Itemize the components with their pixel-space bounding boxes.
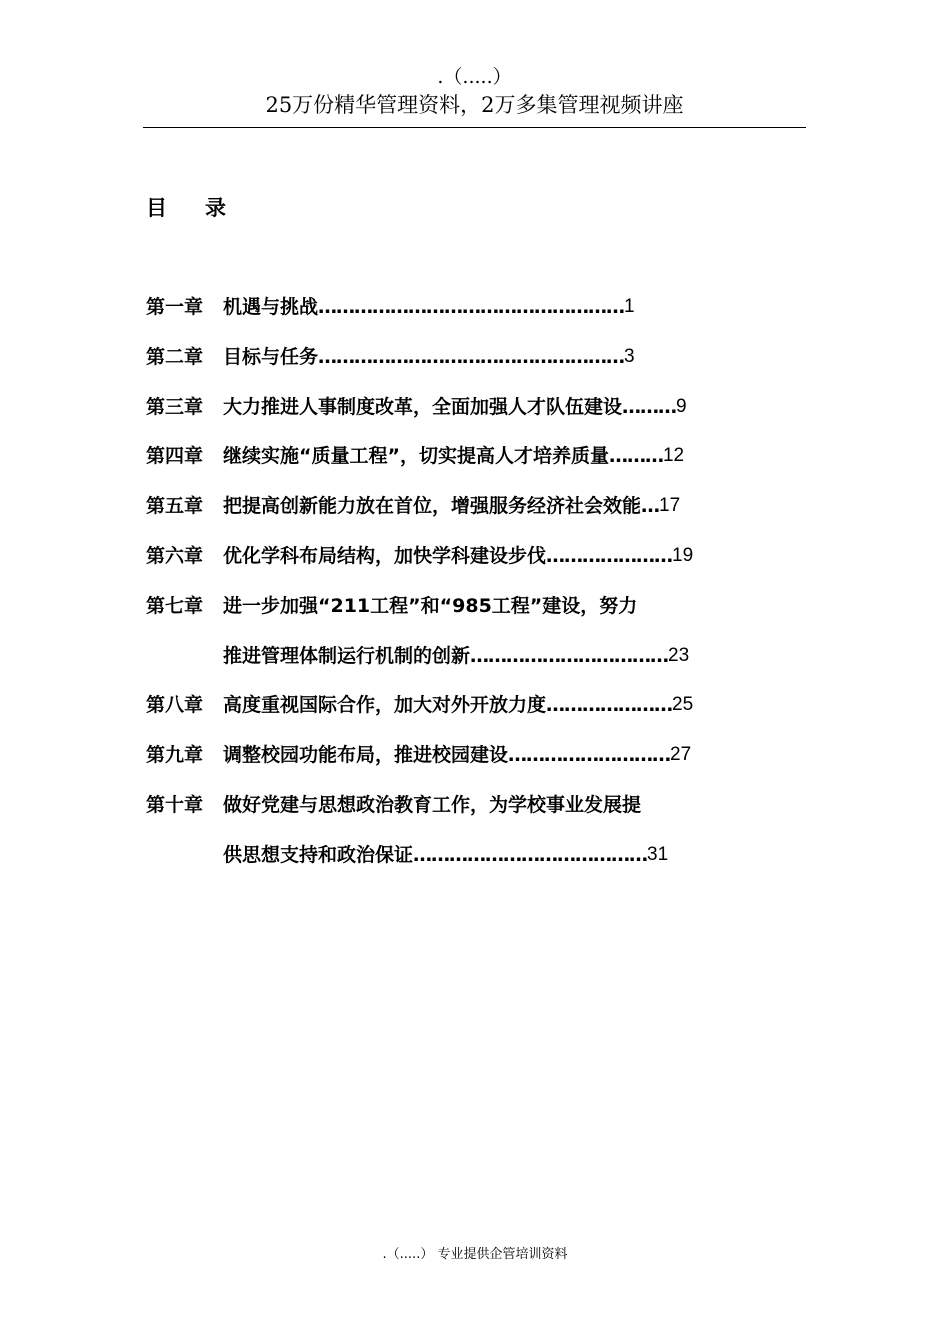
chapter-label: 第六章 — [146, 544, 204, 567]
chapter-title: 大力推进人事制度改革，全面加强人才队伍建设 — [223, 395, 623, 418]
chapter-title: 推进管理体制运行机制的创新 — [223, 644, 471, 667]
dot-leader: ………………………………… — [413, 843, 648, 866]
toc-entry[interactable] — [146, 691, 826, 741]
page-number: 27 — [670, 744, 692, 766]
chapter-title: 供思想支持和政治保证 — [223, 843, 414, 866]
toc-entry[interactable] — [146, 542, 826, 592]
page-number: 1 — [624, 296, 635, 317]
page-number: 31 — [647, 843, 669, 865]
chapter-title: 机遇与挑战 — [223, 296, 319, 318]
chapter-title: 优化学科布局结构，加快学科建设步伐 — [223, 544, 547, 567]
toc-entry[interactable] — [146, 592, 826, 642]
header-line2: 25万份精华管理资料，2万多集管理视频讲座 — [265, 93, 684, 117]
header-line1: .（.....） — [437, 66, 512, 88]
chapter-title: 目标与任务 — [223, 345, 319, 368]
dot-leader: ……………………… — [508, 744, 671, 767]
page-number: 12 — [662, 445, 685, 467]
chapter-title: 继续实施“质量工程”，切实提高人才培养质量 — [223, 445, 609, 468]
chapter-label: 第七章 — [146, 594, 204, 617]
dot-leader: ………………… — [546, 544, 673, 567]
toc-entry[interactable] — [146, 393, 826, 443]
chapter-label: 第一章 — [146, 296, 204, 318]
chapter-title: 高度重视国际合作，加大对外开放力度 — [223, 694, 547, 717]
page-header — [143, 64, 806, 120]
toc-entry[interactable] — [146, 293, 826, 343]
chapter-title: 做好党建与思想政治教育工作，为学校事业发展提 — [223, 793, 642, 816]
toc-entry[interactable] — [146, 791, 826, 841]
dot-leader: …………………………………………… — [318, 296, 625, 318]
table-of-contents — [146, 293, 826, 891]
header-rule — [143, 127, 806, 128]
chapter-title: 进一步加强“211工程”和“985工程”建设，努力 — [223, 594, 638, 617]
page-number: 3 — [624, 345, 635, 367]
chapter-label — [146, 642, 223, 692]
toc-entry[interactable] — [146, 442, 826, 492]
chapter-label: 第八章 — [146, 694, 204, 717]
chapter-label — [146, 841, 223, 891]
chapter-title: 把提高创新能力放在首位，增强服务经济社会效能 — [223, 495, 642, 518]
dot-leader: ……… — [608, 445, 663, 468]
page-number: 9 — [676, 395, 687, 417]
page-number: 19 — [672, 544, 694, 566]
dot-leader: …………………………… — [470, 644, 669, 667]
chapter-label: 第四章 — [146, 445, 204, 468]
toc-entry[interactable] — [146, 741, 826, 791]
toc-entry[interactable] — [146, 492, 826, 542]
chapter-label: 第九章 — [146, 744, 204, 767]
page-number: 17 — [659, 495, 681, 517]
toc-title: 目录 — [146, 196, 264, 220]
toc-entry-continuation[interactable] — [146, 841, 826, 891]
chapter-label: 第十章 — [146, 793, 204, 816]
chapter-label: 第二章 — [146, 345, 204, 368]
dot-leader: ………………… — [546, 694, 673, 717]
toc-entry[interactable] — [146, 343, 826, 393]
page-number: 23 — [668, 644, 690, 666]
dot-leader: ……… — [622, 395, 677, 418]
toc-entry-continuation[interactable] — [146, 642, 826, 692]
chapter-title: 调整校园功能布局，推进校园建设 — [223, 744, 509, 767]
chapter-label: 第三章 — [146, 395, 204, 418]
dot-leader: … — [641, 495, 660, 518]
chapter-label: 第五章 — [146, 495, 204, 518]
dot-leader: …………………………………………… — [318, 345, 625, 368]
page-footer: .（.....） 专业提供企管培训资料 — [382, 1247, 568, 1262]
page-number: 25 — [672, 694, 694, 716]
